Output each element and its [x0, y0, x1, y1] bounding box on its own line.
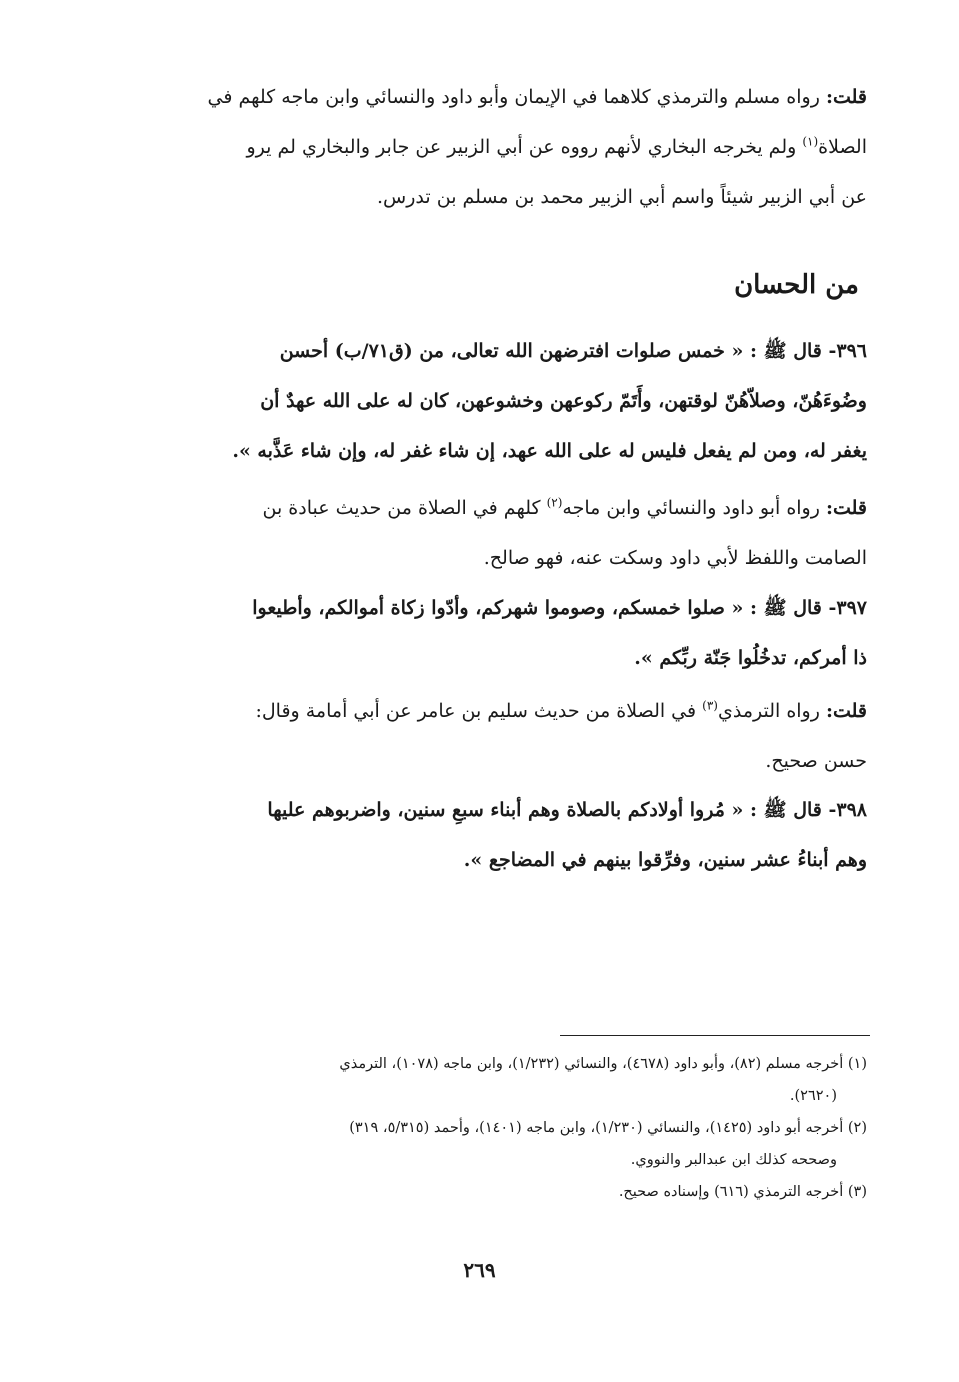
text-line: ٣٩٦- قال ﷺ : « خمس صلوات افترضهن الله تعالى، من (ق٧١/ب) أحسن	[279, 340, 867, 362]
text-line: وهم أبناءُ عشر سنين، وفرِّقوا بينهم في المضاجع ».	[463, 849, 867, 871]
text-line	[97, 72, 867, 122]
hadith-396	[97, 326, 867, 476]
footnote-2-line: (٢) أخرجه أبو داود (١٤٢٥)، والنسائي (١/٢٣٠)، وابن ماجه (١٤٠١)، وأحمد (٥/٣١٥، ٣١٩)	[349, 1120, 867, 1136]
qultu-label: قلت:	[825, 700, 867, 722]
text-run: كلهم في الصلاة من حديث عبادة بن	[262, 497, 547, 519]
footnote-ref[interactable]: (٢)	[546, 495, 563, 510]
text-run: ولم يخرجه البخاري لأنهم رووه عن أبي الزبير عن جابر والبخاري لم يرو	[246, 136, 803, 158]
footnote-3-line: (٣) أخرجه الترمذي (٦١٦) وإسناده صحيح.	[618, 1184, 867, 1200]
page-number: ٢٦٩	[463, 1258, 496, 1282]
footnote-1-line: (٢٦٢٠).	[789, 1088, 837, 1104]
footnote-ref[interactable]: (١)	[802, 134, 819, 149]
text-line: ذا أمركم، تدخُلُوا جَنّة ربِّكم ».	[634, 647, 867, 669]
text-line: ٣٩٨- قال ﷺ : « مُروا أولادكم بالصلاة وهم أبناء سبعِ سنين، واضربوهم عليها	[267, 799, 867, 821]
commentary-paragraph-1	[97, 72, 867, 222]
text-run: رواه الترمذي	[717, 700, 820, 722]
text-line: حسن صحيح.	[765, 750, 867, 772]
section-heading: من الحسان	[734, 270, 859, 300]
footnotes	[92, 1048, 867, 1208]
text-run: رواه أبو داود والنسائي وابن ماجه	[562, 497, 820, 519]
text-line: الصامت واللفظ لأبي داود وسكت عنه، فهو صالح.	[483, 547, 867, 569]
text-line	[97, 122, 867, 172]
text-line	[97, 483, 867, 533]
commentary-paragraph-2	[97, 483, 867, 583]
text-line: وضُوءَهُنّ، وصلاّهُنّ لوقتهن، وأَتَمّ ركوعهن وخشوعهن، كان له على الله عهدٌ أن	[260, 390, 867, 412]
commentary-paragraph-3	[97, 686, 867, 786]
hadith-398	[97, 785, 867, 885]
hadith-397	[97, 583, 867, 683]
text-run: رواه مسلم والترمذي كلاهما في الإيمان وأبو داود والنسائي وابن ماجه كلهم في	[207, 86, 820, 108]
footnote-ref[interactable]: (٣)	[702, 698, 718, 713]
footnote-divider	[560, 1035, 870, 1036]
text-line	[97, 172, 867, 222]
footnote-1-line: (١) أخرجه مسلم (٨٢)، وأبو داود (٤٦٧٨)، والنسائي (١/٢٣٢)، وابن ماجه (١٠٧٨)، الترمذي	[339, 1056, 867, 1072]
text-line: يغفر له، ومن لم يفعل فليس له على الله عهد، إن شاء غفر له، وإن شاء عَذَّبه ».	[232, 440, 867, 462]
qultu-label: قلت:	[825, 86, 867, 108]
footnote-2-line: وصححه كذلك ابن عبدالبر والنووي.	[630, 1152, 837, 1168]
qultu-label: قلت:	[825, 497, 867, 519]
text-run: عن أبي الزبير شيئاً واسم أبي الزبير محمد بن مسلم بن تدرس.	[377, 186, 867, 208]
text-line	[97, 686, 867, 736]
text-run: الصلاة	[818, 136, 867, 158]
text-run: في الصلاة من حديث سليم بن عامر عن أبي أمامة وقال:	[255, 700, 703, 722]
text-line: ٣٩٧- قال ﷺ : « صلوا خمسكم، وصوموا شهركم، وأدّوا زكاة أموالكم، وأطيعوا	[252, 597, 867, 619]
